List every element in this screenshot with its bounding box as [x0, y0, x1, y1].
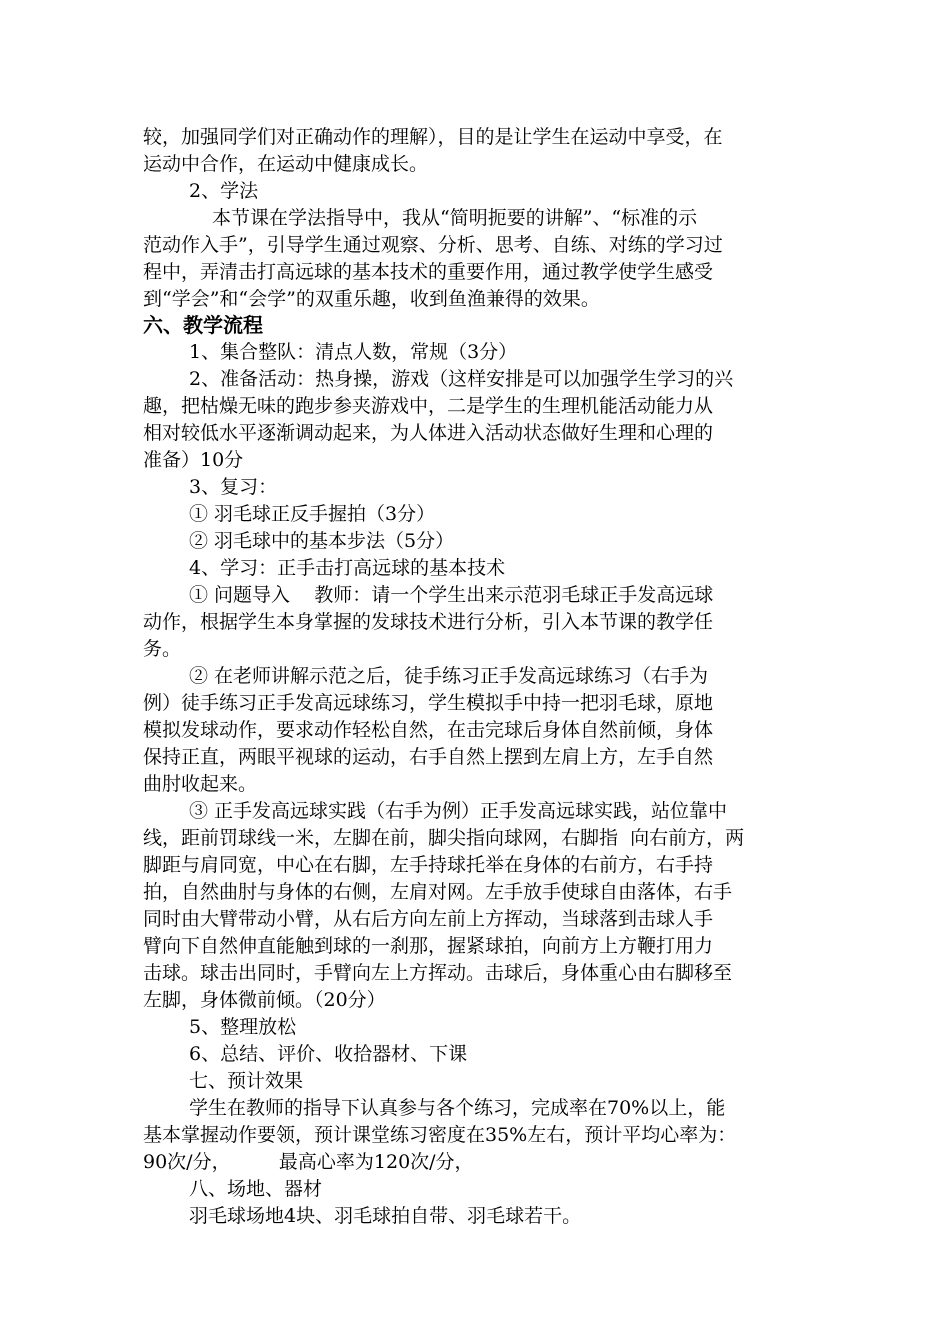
- text-line: 线，距前罚球线一米，左脚在前，脚尖指向球网，右脚指 向右前方，两: [143, 827, 745, 849]
- text-line: 90次/分， 最高心率为120次/分，: [143, 1151, 474, 1173]
- text-line: 击球。球击出同时，手臂向左上方挥动。击球后，身体重心由右脚移至: [143, 962, 733, 984]
- text-line: ② 羽毛球中的基本步法（5分）: [189, 530, 455, 552]
- text-line: 运动中合作，在运动中健康成长。: [143, 153, 429, 175]
- section-label: 2、学法: [189, 180, 259, 202]
- text-line: ① 问题导入 教师：请一个学生出来示范羽毛球正手发高远球: [189, 584, 714, 606]
- text-line: 4、学习：正手击打高远球的基本技术: [189, 557, 506, 579]
- text-line: 羽毛球场地4块、羽毛球拍自带、羽毛球若干。: [189, 1205, 582, 1227]
- text-line: 拍，自然曲肘与身体的右侧，左肩对网。左手放手使球自由落体，右手: [143, 881, 733, 903]
- text-line: 曲肘收起来。: [143, 773, 258, 795]
- text-line: 较，加强同学们对正确动作的理解），目的是让学生在运动中享受，在: [143, 126, 723, 148]
- text-line: 例）徒手练习正手发高远球练习，学生模拟手中持一把羽毛球，原地: [143, 692, 714, 714]
- text-line: 程中，弄清击打高远球的基本技术的重要作用，通过教学使学生感受: [143, 261, 714, 283]
- section-label: 八、场地、器材: [189, 1178, 323, 1200]
- text-line: 到“学会”和“会学”的双重乐趣，收到鱼渔兼得的效果。: [143, 288, 600, 310]
- text-line: 同时由大臂带动小臂，从右后方向左前上方挥动，当球落到击球人手: [143, 908, 714, 930]
- text-line: 基本掌握动作要领，预计课堂练习密度在35%左右，预计平均心率为：: [143, 1124, 737, 1146]
- text-line: 务。: [143, 638, 182, 660]
- text-line: 动作，根据学生本身掌握的发球技术进行分析，引入本节课的教学任: [143, 611, 714, 633]
- text-line: 趣，把枯燥无味的跑步参夹游戏中，二是学生的生理机能活动能力从: [143, 395, 714, 417]
- text-line: 准备）10分: [143, 449, 244, 471]
- text-line: 脚距与肩同宽，中心在右脚，左手持球托举在身体的右前方，右手持: [143, 854, 714, 876]
- text-line: 范动作入手”，引导学生通过观察、分析、思考、自练、对练的学习过: [143, 234, 723, 256]
- text-line: 相对较低水平逐渐调动起来，为人体进入活动状态做好生理和心理的: [143, 422, 714, 444]
- text-line: 5、整理放松: [189, 1016, 297, 1038]
- text-line: ① 羽毛球正反手握拍（3分）: [189, 503, 436, 525]
- text-line: 模拟发球动作，要求动作轻松自然，在击完球后身体自然前倾，身体: [143, 719, 714, 741]
- text-line: ③ 正手发高远球实践（右手为例）正手发高远球实践，站位靠中: [189, 800, 728, 822]
- text-line: 6、总结、评价、收拾器材、下课: [189, 1043, 468, 1065]
- text-line: 本节课在学法指导中，我从“简明扼要的讲解”、“标准的示: [212, 207, 698, 229]
- text-line: 学生在教师的指导下认真参与各个练习，完成率在70%以上，能: [189, 1097, 726, 1119]
- text-line: 1、集合整队：清点人数，常规（3分）: [189, 341, 518, 363]
- text-line: 2、准备活动：热身操，游戏（这样安排是可以加强学生学习的兴: [189, 368, 734, 390]
- text-line: 左脚，身体微前倾。（20分）: [143, 989, 386, 1011]
- text-line: 保持正直，两眼平视球的运动，右手自然上摆到左肩上方，左手自然: [143, 746, 714, 768]
- section-heading: 六、教学流程: [143, 313, 263, 337]
- text-line: 臂向下自然伸直能触到球的一刹那，握紧球拍，向前方上方鞭打用力: [143, 935, 714, 957]
- section-label: 七、预计效果: [189, 1070, 304, 1092]
- text-line: ② 在老师讲解示范之后，徒手练习正手发高远球练习（右手为: [189, 665, 709, 687]
- text-line: 3、复习：: [189, 476, 278, 498]
